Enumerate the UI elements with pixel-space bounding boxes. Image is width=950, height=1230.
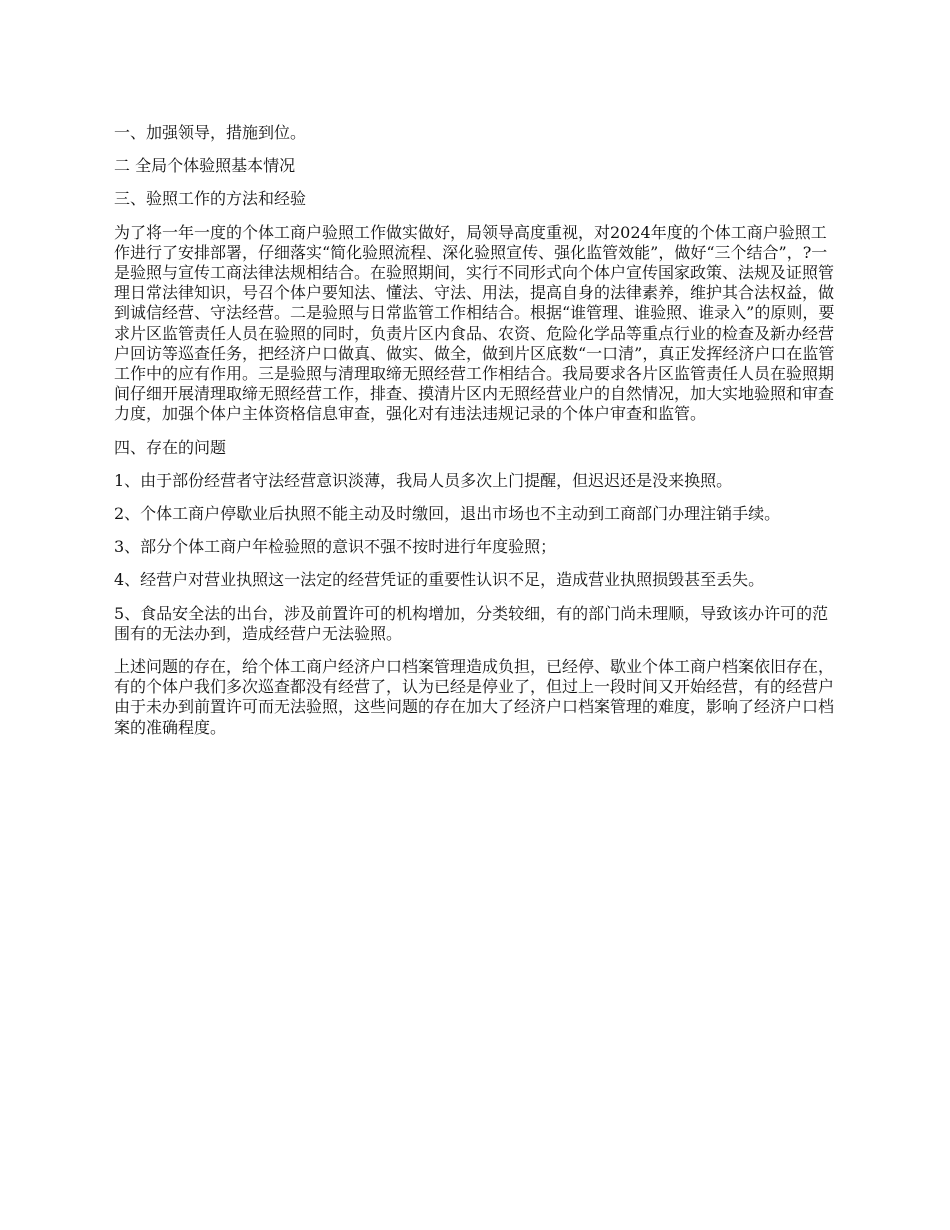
section-heading-3: 三、验照工作的方法和经验: [114, 189, 307, 209]
document-page: [114, 123, 840, 751]
body-paragraph-summary: 上述问题的存在，给个体工商户经济户口档案管理造成负担，已经停、歇业个体工商户档案依旧存在，有的个体户我们多次巡查都没有经营了，认为已经是停业了，但过上一段时间又开始经营，有的经营户由于未办到前置许可而无法验照，这些问题的存在加大了经济户口档案管理的难度，影响了经济户口档案的准确程度。: [114, 657, 835, 737]
problem-item-3: 3、部分个体工商户年检验照的意识不强不按时进行年度验照；: [114, 537, 557, 557]
problem-item-5: 5、食品安全法的出台，涉及前置许可的机构增加，分类较细，有的部门尚未理顺，导致该办许可的范围有的无法办到，造成经营户无法验照。: [114, 603, 829, 643]
problem-item-2: 2、个体工商户停歇业后执照不能主动及时缴回，退出市场也不主动到工商部门办理注销手续。: [114, 504, 781, 524]
body-paragraph-methods: 为了将一年一度的个体工商户验照工作做实做好，局领导高度重视，对2024年度的个体工商户验照工作进行了安排部署，仔细落实“简化验照流程、深化验照宣传、强化监管效能”，做好“三个结合”，?一是验照与宣传工商法律法规相结合。在验照期间，实行不同形式向个体户宣传国家政策、法规及证照管理日常法律知识，号召个体户要知法、懂法、守法、用法，提高自身的法律素养，维护其合法权益，做到诚信经营、守法经营。二是验照与日常监管工作相结合。根据“谁管理、谁验照、谁录入”的原则，要求片区监管责任人员在验照的同时，负责片区内食品、农资、危险化学品等重点行业的检查及新办经营户回访等巡查任务，把经济户口做真、做实、做全，做到片区底数“一口清”，真正发挥经济户口在监管工作中的应有作用。三是验照与清理取缔无照经营工作相结合。我局要求各片区监管责任人员在验照期间仔细开展清理取缔无照经营工作，排查、摸清片区内无照经营业户的自然情况，加大实地验照和审查力度，加强个体户主体资格信息审查，强化对有违法违规记录的个体户审查和监管。: [114, 222, 835, 424]
section-heading-1: 一、加强领导，措施到位。: [114, 123, 307, 142]
problem-item-1: 1、由于部份经营者守法经营意识淡薄，我局人员多次上门提醒，但迟迟还是没来换照。: [114, 470, 733, 490]
section-heading-2: 二 全局个体验照基本情况: [114, 156, 296, 176]
section-heading-4: 四、存在的问题: [114, 437, 227, 457]
problem-item-4: 4、经营户对营业执照这一法定的经营凭证的重要性认识不足，造成营业执照损毁甚至丢失。: [114, 570, 765, 590]
